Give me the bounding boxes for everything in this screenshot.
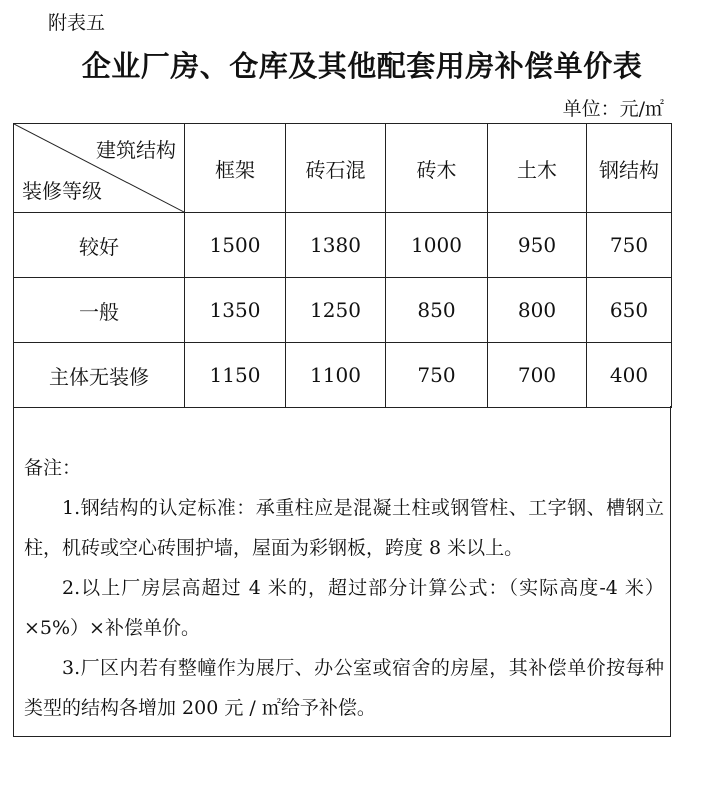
page-title: 企业厂房、仓库及其他配套用房补偿单价表 bbox=[81, 49, 643, 83]
price-cell: 1100 bbox=[286, 343, 386, 408]
notes-label: 备注： bbox=[24, 457, 82, 479]
note-item bbox=[24, 488, 664, 568]
price-cell: 1250 bbox=[286, 278, 386, 343]
price-cell: 1500 bbox=[185, 213, 286, 278]
table-row bbox=[14, 343, 672, 408]
table-row bbox=[14, 278, 672, 343]
price-cell: 650 bbox=[587, 278, 672, 343]
price-cell: 750 bbox=[386, 343, 488, 408]
column-header: 土木 bbox=[488, 124, 587, 213]
price-cell: 1150 bbox=[185, 343, 286, 408]
note-text: 1.钢结构的认定标准：承重柱应是混凝土柱或钢管柱、工字钢、槽钢立柱，机砖或空心砖围护墙，屋面为彩钢板，跨度 8 米以上。 bbox=[24, 497, 664, 559]
price-cell: 850 bbox=[386, 278, 488, 343]
price-cell: 800 bbox=[488, 278, 587, 343]
table-header-row bbox=[14, 124, 672, 213]
price-cell: 700 bbox=[488, 343, 587, 408]
corner-structure-label: 建筑结构 bbox=[96, 138, 176, 162]
notes-section bbox=[13, 406, 671, 737]
grade-cell: 一般 bbox=[14, 278, 185, 343]
column-header: 钢结构 bbox=[587, 124, 672, 213]
column-header: 砖木 bbox=[386, 124, 488, 213]
price-cell: 400 bbox=[587, 343, 672, 408]
price-cell: 750 bbox=[587, 213, 672, 278]
appendix-label: 附表五 bbox=[48, 12, 106, 34]
price-cell: 1000 bbox=[386, 213, 488, 278]
column-header: 框架 bbox=[185, 124, 286, 213]
price-cell: 950 bbox=[488, 213, 587, 278]
grade-cell: 主体无装修 bbox=[14, 343, 185, 408]
column-header: 砖石混 bbox=[286, 124, 386, 213]
table-row bbox=[14, 213, 672, 278]
price-cell: 1380 bbox=[286, 213, 386, 278]
grade-cell: 较好 bbox=[14, 213, 185, 278]
note-item bbox=[24, 568, 664, 648]
price-cell: 1350 bbox=[185, 278, 286, 343]
price-table bbox=[13, 123, 672, 408]
note-text: 2.以上厂房层高超过 4 米的，超过部分计算公式：（实际高度-4 米）×5%）×补偿单价。 bbox=[24, 577, 664, 639]
note-item bbox=[24, 648, 664, 728]
corner-grade-label: 装修等级 bbox=[22, 179, 102, 203]
corner-cell bbox=[14, 124, 185, 213]
unit-label: 单位：元/㎡ bbox=[562, 98, 664, 120]
note-text: 3.厂区内若有整幢作为展厅、办公室或宿舍的房屋，其补偿单价按每种类型的结构各增加 200 元 / ㎡给予补偿。 bbox=[24, 657, 664, 719]
